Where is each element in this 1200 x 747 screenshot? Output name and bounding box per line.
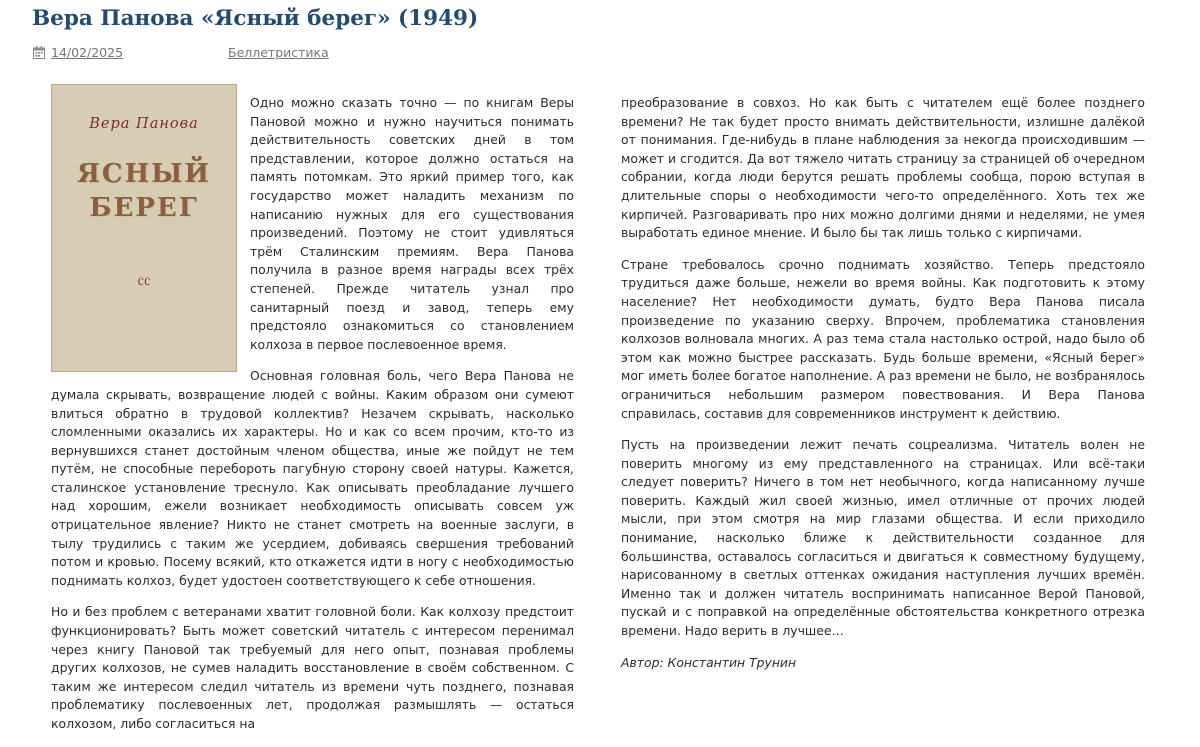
publisher-mark-icon: ㏄ — [137, 274, 151, 289]
post-date-link[interactable]: 14/02/2025 — [51, 45, 124, 60]
paragraph-2: Основная головная боль, чего Вера Панова не думала скрывать, возвращение людей с войны. Каким образом они сумеют влиться обратно в трудовой коллектив? Незачем скрывать, насколько сломленными оказались их характеры. Но и как со всем прочим, кто-то из вернувшихся станет достойным членом общества, иные же пойдут не тем путём, не способные перебороть пагубную сторону своей натуры. Кажется, сталинское установление треснуло. Как описывать преобладание лучшего над хорошим, ежели возникает необходимость описывать совсем уж отрицательное явление? Никто не станет смотреть на военные заслуги, в тылу трудились с таким же усердием, добиваясь свершения требований потом и кровью. Посему всякий, кто откажется идти в ногу с необходимостью поднимать колхоз, будет удостоен соответствующего к себе отношения. — [51, 368, 574, 588]
paragraph-3-end: преобразование в совхоз. Но как быть с читателем ещё более позднего времени? Не так будет просто внимать действительности, излишне далёкой от понимания. Где-нибудь в плане наблюдения за некогда происходившим — может и сгодится. Да вот тяжело читать страницу за страницей об очередном собрании, когда люди берутся решать проблемы сообща, порою вступая в длительные споры о необходимости чего-то определённого. Хоть тех же кирпичей. Разговаривать про них можно долгими днями и неделями, не умея выработать единое мнение. И было бы так лишь только с кирпичами. — [621, 95, 1145, 241]
book-cover-image — [51, 84, 237, 372]
article-column-left — [51, 94, 574, 747]
author-credit: Автор: Константин Трунин — [621, 654, 797, 670]
book-cover-title — [52, 157, 236, 225]
category-link[interactable]: Беллетристика — [228, 45, 329, 60]
calendar-icon — [33, 46, 45, 59]
book-cover-title-line2: БЕРЕГ — [89, 193, 199, 223]
book-cover-author: Вера Панова — [89, 116, 199, 132]
paragraph-3-start: Но и без проблем с ветеранами хватит головной боли. Как колхозу предстоит функционировать? Быть может советский читатель с интересом перенимал через книгу Пановой так требуемый для него опыт, познавая проблемы других колхозов, не сумев наладить восстановление в своём собственном. С таким же интересом следил читатель из времени чуть позднего, познавая проблематику послевоенных лет, продолжая размышлять — остаться колхозом, либо согласиться на — [51, 604, 574, 731]
paragraph-1: Одно можно сказать точно — по книгам Веры Пановой можно и нужно научиться понимать действительность советских дней в том представлении, которое должно остаться на память потомкам. Это яркий пример того, как государство может наладить механизм по написанию нужных для его существования произведений. Поэтому не стоит удивляться трём Сталинским премиям. Вера Панова получила в разное время награды всех трёх степеней. Прежде читатель узнал про санитарный поезд и завод, теперь ему предстояло ознакомиться со становлением колхоза в первое послевоенное время. — [250, 95, 574, 352]
article-column-right — [621, 94, 1145, 685]
paragraph-5: Пусть на произведении лежит печать соцреализма. Читатель волен не поверить многому из ему представленного на страницах. Или всё-таки следует поверить? Ничего в том нет необычного, когда написанному лучше поверить. Каждый жил своей жизнью, имел отличные от прочих людей мысли, при этом смотря на мир глазами общества. И если приходило понимание, насколько ближе к действительности созданное для большинства, оставалось согласиться и двигаться к совместному будущему, нарисованному в светлых оттенках ожидания наступления лучших времён. Именно так и должен читатель воспринимать написанное Верой Пановой, пускай и с поправкой на определённые обстоятельства конкретного отрезка времени. Надо верить в лучшее… — [621, 437, 1145, 639]
article-title: Вера Панова «Ясный берег» (1949) — [32, 6, 479, 31]
book-cover-title-line1: ЯСНЫЙ — [77, 159, 211, 189]
paragraph-4: Стране требовалось срочно поднимать хозяйство. Теперь предстояло трудиться даже больше, нежели во время войны. Как подготовить к этому население? Нет необходимости думать, будто Вера Панова писала произведение по указанию сверху. Впрочем, проблематика становления колхозов волновала многих. А раз тема стала настолько острой, надо было об этом как можно быстрее рассказать. Будь больше времени, «Ясный берег» мог иметь более богатое наполнение. А раз времени не было, не возбранялось ограничиться небольшим размером повествования. И Вера Панова справилась, составив для современников инструмент к действию. — [621, 256, 1145, 421]
post-date — [33, 45, 123, 60]
